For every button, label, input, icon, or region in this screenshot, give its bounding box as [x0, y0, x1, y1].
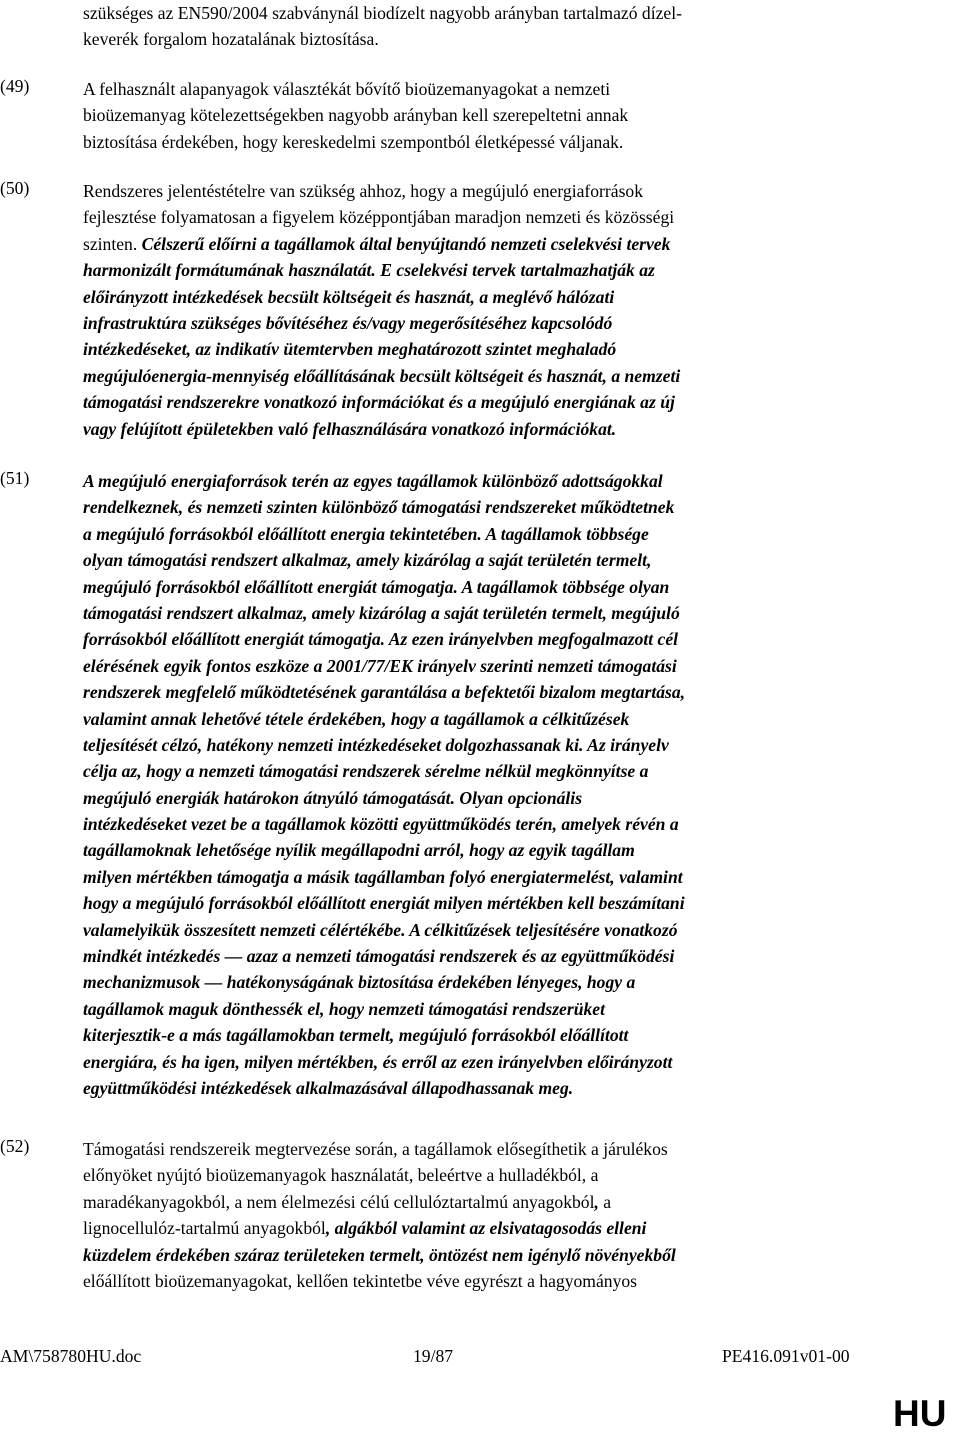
text-line	[83, 969, 873, 995]
text-line	[83, 494, 873, 520]
original-text: szinten.	[83, 233, 142, 254]
amendment-text: intézkedéseket, az indikatív ütemtervben meghatározott szintet meghaladó	[83, 339, 617, 360]
text-line	[83, 26, 873, 52]
page-footer	[0, 1343, 960, 1369]
amendment-text: forrásokból előállított energiát támogatja. Az ezen irányelvben megfogalmazott cél	[83, 629, 679, 650]
paragraph-text	[83, 1136, 873, 1294]
text-line	[83, 102, 873, 128]
amendment-text: energiára, és ha igen, milyen mértékben, és erről az ezen irányelvben előirányzott	[83, 1051, 673, 1072]
amendment-text: megújulóenergia-mennyiség előállításának becsült költségeit és hasznát, a nemzeti	[83, 365, 681, 386]
amendment-text: mindkét intézkedés — azaz a nemzeti támogatási rendszerek és az együttműködési	[83, 946, 675, 967]
footer-page-number: 19/87	[413, 1346, 454, 1366]
amendment-text: valamint annak lehetővé tétele érdekében, hogy a tagállamok a célkitűzések	[83, 708, 630, 729]
text-line	[83, 600, 873, 626]
text-line	[83, 468, 873, 494]
amendment-text: E cselekvési tervek tartalmazhatják az	[380, 260, 655, 281]
text-line	[83, 1022, 873, 1048]
original-text: Támogatási rendszereik megtervezése során, a tagállamok elősegíthetik a járulékos	[83, 1139, 668, 1159]
original-text: előállított bioüzemanyagokat, kellően tekintetbe véve egyrészt a hagyományos	[83, 1270, 638, 1291]
amendment-text: valamelyikük összesített nemzeti célértékébe. A célkitűzések teljesítésére vonatkozó	[83, 919, 678, 940]
text-line	[83, 653, 873, 679]
footer-document-reference: AM\758780HU.doc	[0, 1346, 142, 1366]
amendment-text: megújuló forrásokból előállított energiát támogatja. A tagállamok többsége olyan	[83, 576, 670, 597]
text-line	[83, 1189, 873, 1215]
amendment-text: vagy felújított épületekben való felhasználására vonatkozó információkat.	[83, 418, 617, 439]
paragraph-text	[83, 76, 873, 155]
amendment-text: mechanizmusok — hatékonyságának biztosítása érdekében lényeges, hogy a	[83, 972, 636, 993]
paragraph-number: (50)	[0, 178, 30, 198]
text-line	[83, 811, 873, 837]
original-text: fejlesztése folyamatosan a figyelem középpontjában maradjon nemzeti és közösségi	[83, 207, 675, 228]
amendment-text: támogatási rendszert alkalmaz, amely kizárólag a saját területén termelt, megújuló	[83, 602, 680, 623]
paragraph-number: (52)	[0, 1136, 30, 1156]
text-line	[83, 732, 873, 758]
amendment-text: harmonizált formátumának használatát.	[83, 260, 376, 281]
amendment-text: , algákból valamint az elsivatagosodás elleni	[325, 1218, 647, 1239]
text-line	[83, 917, 873, 943]
amendment-text: intézkedéseket vezet be a tagállamok közötti együttműködés terén, amelyek révén a	[83, 814, 679, 835]
text-line	[83, 416, 873, 442]
amendment-text: Célszerű előírni a tagállamok által benyújtandó nemzeti cselekvési tervek	[141, 233, 671, 254]
paragraph-text	[83, 468, 873, 1101]
paragraph-text	[83, 178, 873, 442]
text-line	[83, 547, 873, 573]
text-line	[83, 1162, 873, 1188]
text-line	[83, 310, 873, 336]
original-text: Rendszeres jelentéstételre van szükség ahhoz, hogy a megújuló energiaforrások	[83, 181, 644, 201]
text-line	[83, 0, 873, 26]
original-text: lignocellulóz-tartalmú anyagokból	[83, 1218, 326, 1239]
paragraph-text	[83, 0, 873, 53]
text-line	[83, 890, 873, 916]
amendment-text: kiterjesztik-e a más tagállamokban termelt, megújuló forrásokból előállított	[83, 1025, 629, 1046]
amendment-text: olyan támogatási rendszert alkalmaz, amely kizárólag a saját területén termelt,	[83, 550, 652, 571]
original-text: A felhasznált alapanyagok választékát bővítő bioüzemanyagokat a nemzeti	[83, 79, 611, 99]
original-text: maradékanyagokból, a nem élelmezési célú cellulóztartalmú anyagokból	[83, 1191, 595, 1212]
amendment-text: elérésének egyik fontos eszköze a 2001/77/EK irányelv szerinti nemzeti támogatási	[83, 655, 677, 676]
text-line	[83, 574, 873, 600]
text-line	[83, 284, 873, 310]
amendment-text: tagállamoknak lehetősége nyílik megállapodni arról, hogy az egyik tagállam	[83, 840, 635, 861]
text-line	[83, 178, 873, 204]
text-line	[83, 1049, 873, 1075]
text-line	[83, 943, 873, 969]
paragraph-number: (51)	[0, 468, 30, 488]
original-text: biztosítása érdekében, hogy kereskedelmi szempontból életképessé váljanak.	[83, 131, 624, 152]
text-line	[83, 521, 873, 547]
text-line	[83, 1242, 873, 1268]
text-line	[83, 389, 873, 415]
text-line	[83, 204, 873, 230]
amendment-text: A megújuló energiaforrások terén az egyes tagállamok különböző adottságokkal	[83, 471, 663, 491]
text-line	[83, 785, 873, 811]
text-line	[83, 837, 873, 863]
amendment-text: hogy a megújuló forrásokból előállított energiát milyen mértékben kell beszámítani	[83, 893, 685, 914]
text-line	[83, 76, 873, 102]
text-line	[83, 1136, 873, 1162]
original-text: bioüzemanyag kötelezettségekben nagyobb arányban kell szerepeltetni annak	[83, 105, 629, 126]
amendment-text: támogatási rendszerekre vonatkozó információkat és a megújuló energiának az új	[83, 392, 675, 413]
text-line	[83, 257, 873, 283]
text-line	[83, 1215, 873, 1241]
amendment-text: rendszerek megfelelő működtetésének garantálása a befektetői bizalom megtartása,	[83, 682, 686, 703]
text-line	[83, 231, 873, 257]
amendment-text: teljesítését célzó, hatékony nemzeti intézkedéseket dolgozhassanak ki. Az irányelv	[83, 734, 669, 755]
paragraph-number: (49)	[0, 76, 30, 96]
amendment-text: előirányzott intézkedések becsült költségeit és hasznát, a meglévő hálózati	[83, 286, 615, 307]
text-line	[83, 864, 873, 890]
footer-version: PE416.091v01-00	[722, 1346, 850, 1366]
original-text: előnyöket nyújtó bioüzemanyagok használatát, beleértve a hulladékból, a	[83, 1165, 599, 1186]
original-text: keverék forgalom hozatalának biztosítása.	[83, 29, 379, 50]
text-line	[83, 1268, 873, 1294]
amendment-text: ,	[594, 1191, 599, 1212]
amendment-text: a megújuló forrásokból előállított energia tekintetében. A tagállamok többsége	[83, 523, 649, 544]
text-line	[83, 363, 873, 389]
amendment-text: együttműködési intézkedések alkalmazásával állapodhassanak meg.	[83, 1077, 574, 1098]
text-line	[83, 679, 873, 705]
text-line	[83, 758, 873, 784]
amendment-text: infrastruktúra szükséges bővítéséhez és/vagy megerősítéséhez kapcsolódó	[83, 312, 613, 333]
text-line	[83, 706, 873, 732]
original-text: a	[598, 1191, 612, 1212]
amendment-text: célja az, hogy a nemzeti támogatási rendszerek sérelme nélkül megkönnyítse a	[83, 761, 649, 782]
text-line	[83, 626, 873, 652]
text-line	[83, 129, 873, 155]
text-line	[83, 336, 873, 362]
text-line	[83, 996, 873, 1022]
amendment-text: tagállamok maguk dönthessék el, hogy nemzeti támogatási rendszerüket	[83, 998, 605, 1019]
amendment-text: küzdelem érdekében száraz területeken termelt, öntözést nem igénylő növényekből	[83, 1244, 676, 1265]
amendment-text: milyen mértékben támogatja a másik tagállamban folyó energiatermelést, valamint	[83, 866, 683, 887]
language-code: HU	[893, 1393, 947, 1434]
text-line	[83, 1075, 873, 1101]
original-text: szükséges az EN590/2004 szabványnál biodízelt nagyobb arányban tartalmazó dízel-	[83, 3, 682, 23]
amendment-text: rendelkeznek, és nemzeti szinten különböző támogatási rendszereket működtetnek	[83, 497, 675, 518]
amendment-text: megújuló energiák határokon átnyúló támogatását. Olyan opcionális	[83, 787, 583, 808]
